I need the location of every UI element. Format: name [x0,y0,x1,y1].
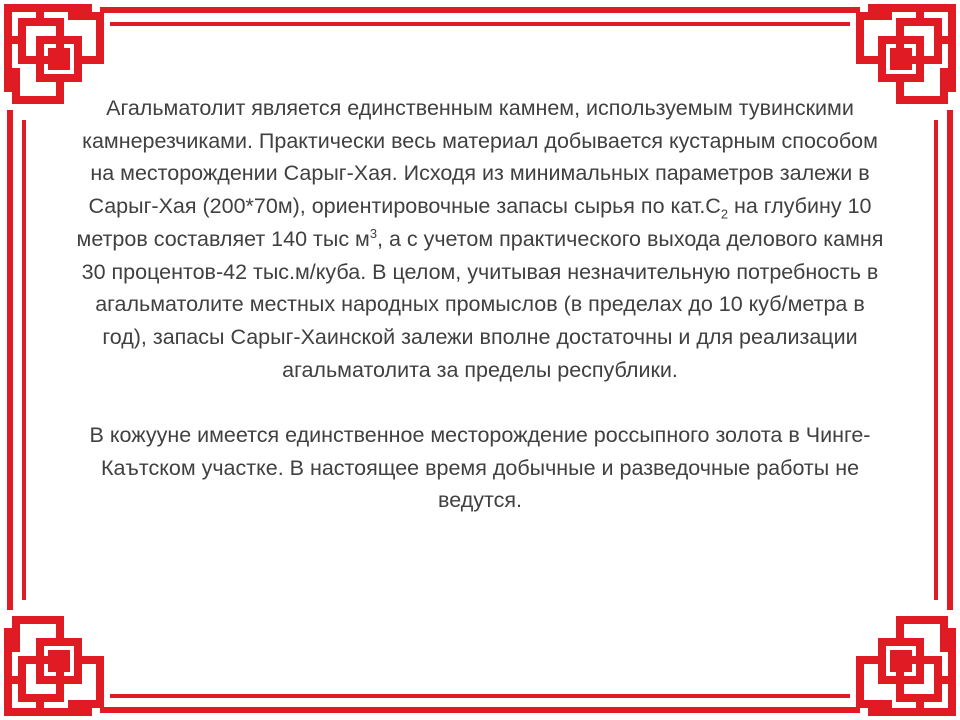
paragraph-agalmatolite [72,92,888,386]
paragraph-1-text-c: , а с учетом практического выхода делового камня 30 процентов-42 тыс.м/куба. В целом, учитывая незначительную потребность в агальматолите местных народных промыслов (в пределах до 10 куб/метра в год), запасы Сарыг-Хаинской залежи вполне достаточны и для реализации агальматолита за пределы республики. [81,226,884,382]
corner-ornament-bottom-right [860,620,952,712]
corner-ornament-bottom-left [8,620,100,712]
corner-ornament-top-right [860,8,952,100]
superscript-cubic: 3 [369,225,377,241]
paragraph-gold-deposit: В кожууне имеется единственное месторождение россыпного золота в Чинге-Каътском участке. В настоящее время добычные и разведочные работы не ведутся. [89,423,871,513]
paragraph-1-text-b: на глубину 10 метров составляет 140 тыс м [76,194,872,251]
body-text [72,92,888,517]
subscript-category: 2 [720,206,728,222]
corner-ornament-top-left [8,8,100,100]
paragraph-1-text-a: Агальматолит является единственным камнем, используемым тувинскими камнерезчиками. Практически весь материал добывается кустарным способом на месторождении Сарыг-Хая. Исходя из минимальных параметров залежи в Сарыг-Хая (200*70м), ориентировочные запасы сырья по кат.С [82,96,878,219]
